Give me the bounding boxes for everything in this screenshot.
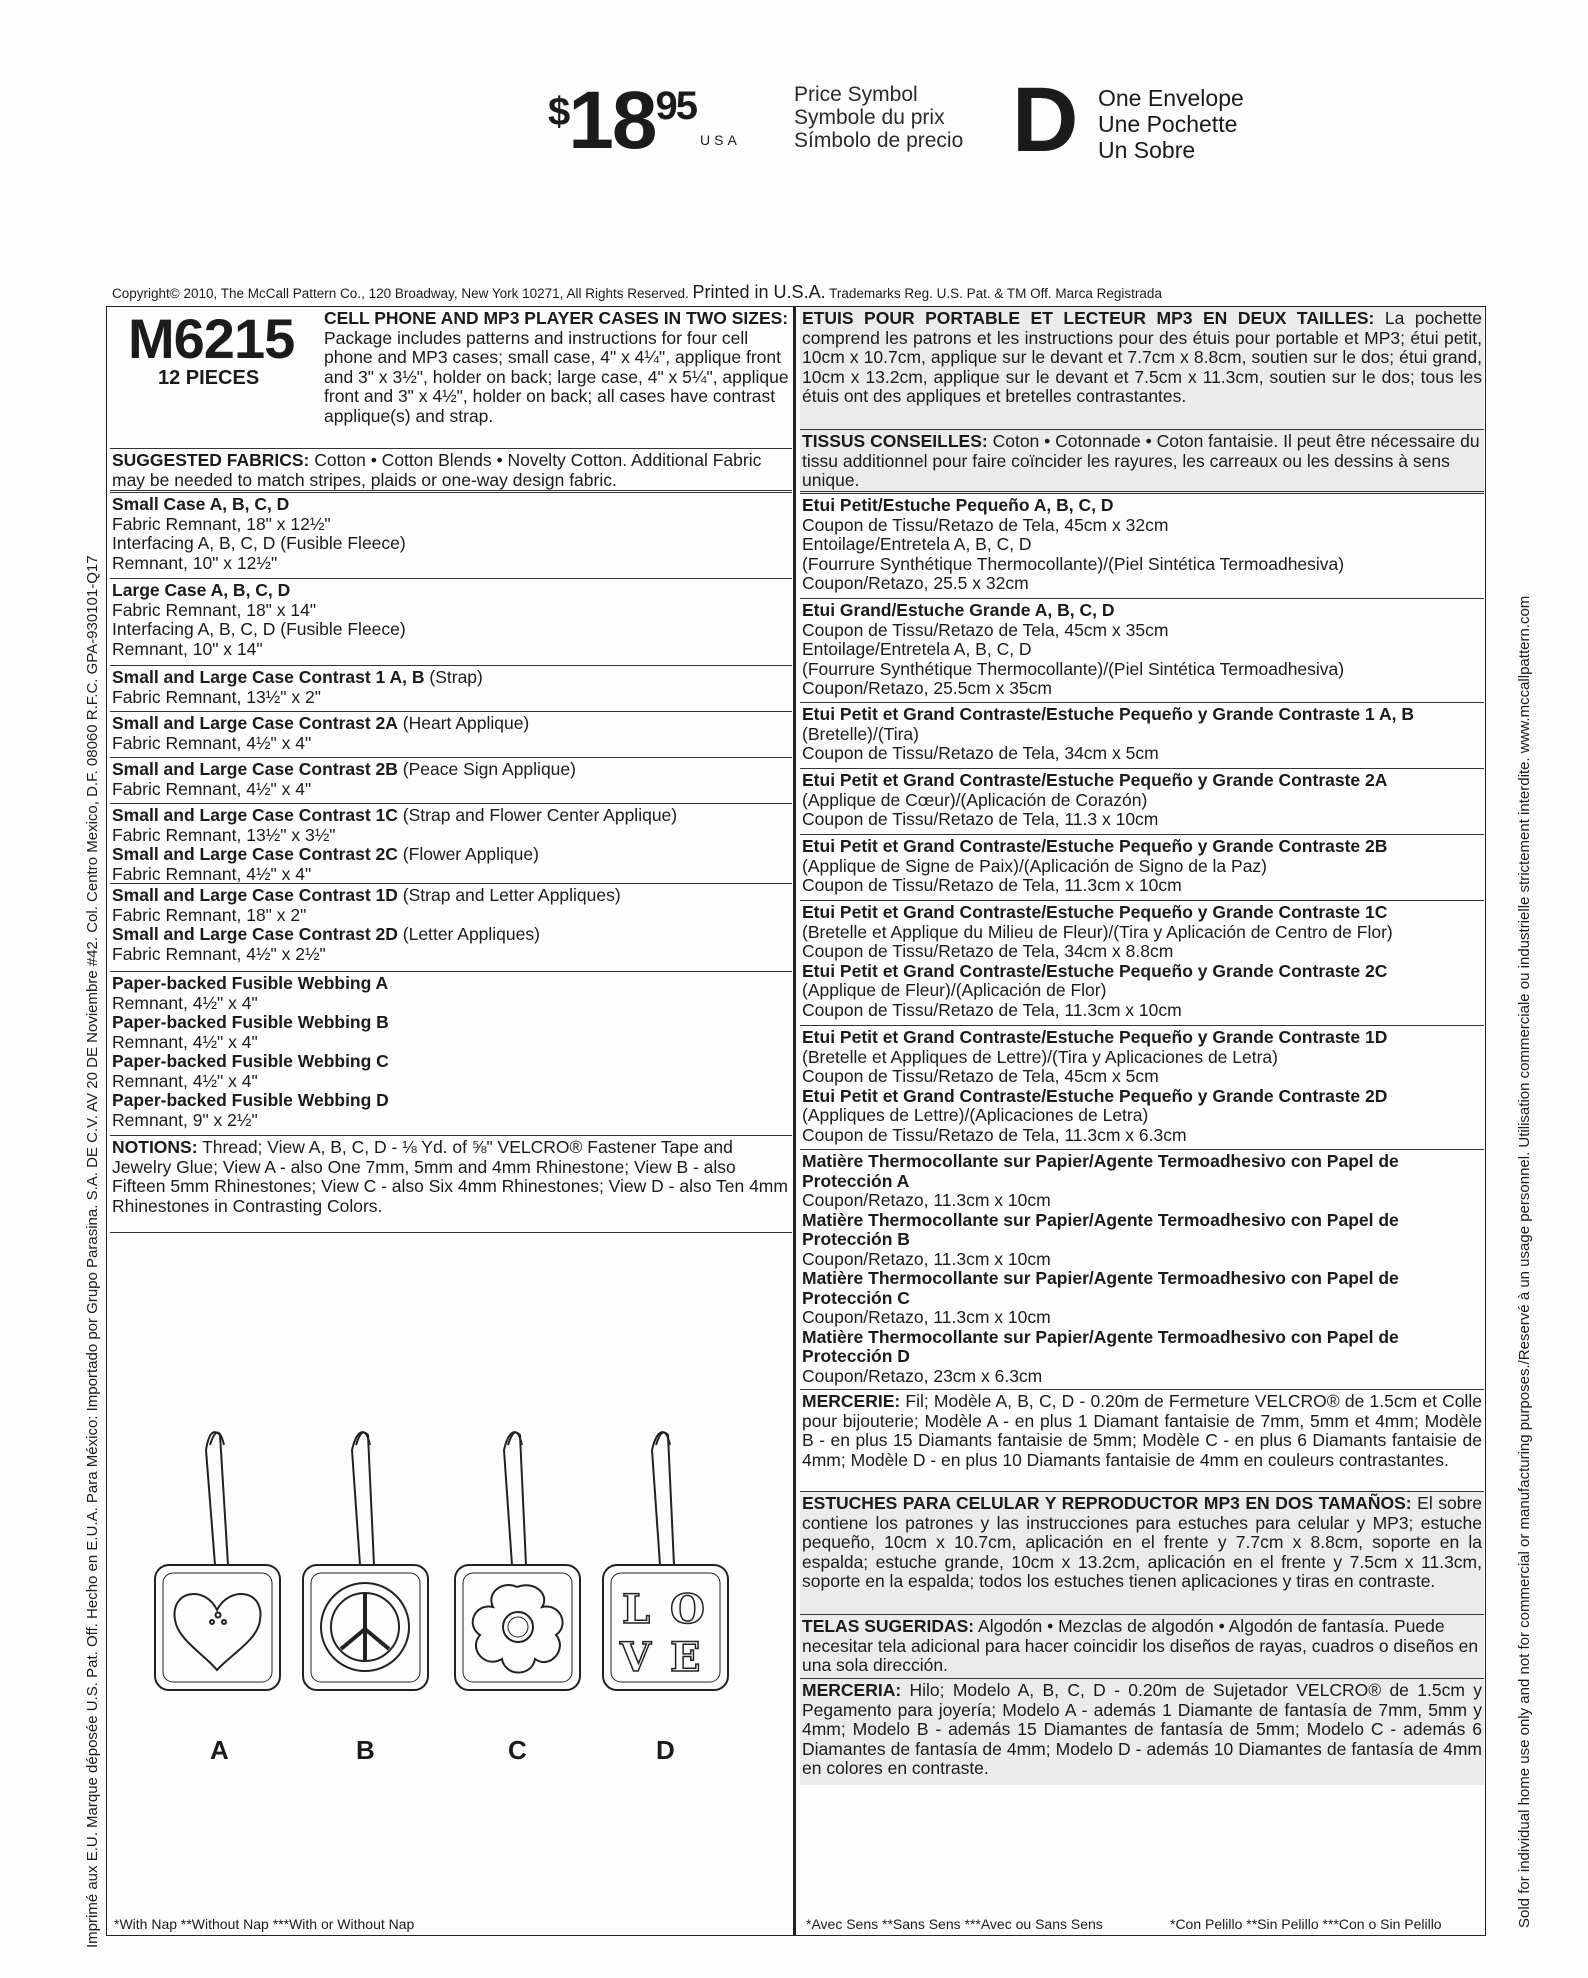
etui-1d-l1: (Bretelle et Appliques de Lettre)/(Tira y Aplicaciones de Letra) [802, 1046, 1278, 1067]
love-letter-v: V [620, 1634, 652, 1681]
pattern-description [324, 309, 790, 426]
envelope-fr: Une Pochette [1098, 111, 1238, 137]
etui-2c-l1: (Applique de Fleur)/(Aplicación de Flor) [802, 980, 1107, 1000]
webbing-block [110, 972, 792, 1136]
contrast-2d-title: Small and Large Case Contrast 2D [112, 924, 398, 944]
etui-grand-l4: Coupon/Retazo, 25.5cm x 35cm [802, 678, 1052, 698]
love-letter-l: L [622, 1586, 651, 1633]
copyright-text: Copyright© 2010, The McCall Pattern Co., 120 Broadway, New York 10271, All Rights Reserved. [112, 286, 689, 301]
webbing-a-title: Paper-backed Fusible Webbing A [112, 973, 389, 993]
mercerie-label: MERCERIE: [802, 1391, 901, 1411]
printed-in: Printed in U.S.A. [692, 282, 826, 302]
price-symbol-es: Símbolo de precio [794, 129, 964, 152]
pattern-desc-text: Package includes patterns and instructions for four cell phone and MP3 cases; small case, 4" x 4¼", applique front and 3" x 3½", holder on back; large case, 4" x 5¼", applique front and 3" x 4½", holder on back; all cases have contrast applique(s) and strap. [324, 327, 789, 426]
mercerie-text: Fil; Modèle A, B, C, D - 0.20m de Fermeture VELCRO® de 1.5cm et Colle pour bijouterie; Modèle A - en plus 1 Diamant fantaisie de 7mm, 5mm et 4mm; Modèle B - en plus 15 Diamants fantaisie de 5mm; Modèle C - en plus 6 Diamants fantaisie de 4mm; Modèle D - en plus 10 Diamants fantaisie de 4mm en couleurs contrastantes. [802, 1391, 1482, 1470]
etui-1d-l2: Coupon de Tissu/Retazo de Tela, 45cm x 5cm [802, 1066, 1159, 1086]
contrast-1c-2c-block [110, 804, 792, 884]
es-title: ESTUCHES PARA CELULAR Y REPRODUCTOR MP3 EN DOS TAMAÑOS: [802, 1493, 1412, 1513]
contrast-1c-title: Small and Large Case Contrast 1C [112, 805, 398, 825]
etui-1c-2c-block [800, 901, 1484, 1026]
contrast-2b-block [110, 758, 792, 804]
telas-label: TELAS SUGERIDAS: [802, 1616, 975, 1636]
etui-grand-l2: Entoilage/Entretela A, B, C, D [802, 639, 1032, 659]
view-label-a: A [210, 1735, 229, 1765]
etui-1ab-l2: Coupon de Tissu/Retazo de Tela, 34cm x 5cm [802, 743, 1159, 763]
matiere-b-l1: Coupon/Retazo, 11.3cm x 10cm [802, 1248, 1051, 1269]
etui-petit-l4: Coupon/Retazo, 25.5 x 32cm [802, 573, 1029, 593]
notions-block [110, 1136, 792, 1233]
contrast-2a-note: (Heart Applique) [402, 713, 530, 733]
etui-2d-l2: Coupon de Tissu/Retazo de Tela, 11.3cm x 6.3cm [802, 1124, 1187, 1145]
matiere-d-l1: Coupon/Retazo, 23cm x 6.3cm [802, 1365, 1043, 1386]
etui-petit-title: Etui Petit/Estuche Pequeño A, B, C, D [802, 495, 1114, 515]
webbing-d-remnant: Remnant, 9" x 2½" [112, 1109, 258, 1130]
contrast-2d-fabric: Fabric Remnant, 4½" x 2½" [112, 943, 326, 964]
contrast-1d-fabric: Fabric Remnant, 18" x 2" [112, 904, 307, 925]
webbing-a-remnant: Remnant, 4½" x 4" [112, 992, 258, 1013]
matiere-block [800, 1150, 1484, 1390]
price-symbol-fr: Symbole du prix [794, 106, 945, 129]
view-illustrations [110, 1245, 792, 1765]
fabrics-text: Cotton • Cotton Blends • Novelty Cotton. Additional Fabric may be needed to match stripes, plaids or one-way design fabric. [112, 450, 762, 490]
etui-petit-l2: Entoilage/Entretela A, B, C, D [802, 534, 1032, 554]
view-label-d: D [656, 1735, 675, 1765]
webbing-c-remnant: Remnant, 4½" x 4" [112, 1070, 258, 1091]
etui-grand-l1: Coupon de Tissu/Retazo de Tela, 45cm x 35cm [802, 619, 1169, 640]
etui-2b-title: Etui Petit et Grand Contraste/Estuche Pequeño y Grande Contraste 2B [802, 836, 1388, 856]
price-country: USA [700, 132, 741, 148]
etui-2a-title: Etui Petit et Grand Contraste/Estuche Pequeño y Grande Contraste 2A [802, 770, 1388, 790]
etui-2b-block [800, 835, 1484, 901]
matiere-a-l1: Coupon/Retazo, 11.3cm x 10cm [802, 1190, 1051, 1210]
price-symbol-en: Price Symbol [794, 83, 918, 106]
large-case-block [110, 579, 792, 666]
contrast-2a-block [110, 712, 792, 758]
large-case-remnant: Remnant, 10" x 14" [112, 638, 263, 659]
contrast-1ab-note: (Strap) [429, 667, 483, 687]
contrast-2b-title: Small and Large Case Contrast 2B [112, 759, 398, 779]
merceria-label: MERCERIA: [802, 1680, 902, 1700]
etui-1d-title: Etui Petit et Grand Contraste/Estuche Pequeño y Grande Contraste 1D [802, 1027, 1388, 1047]
etui-2c-title: Etui Petit et Grand Contraste/Estuche Pequeño y Grande Contraste 2C [802, 960, 1388, 981]
love-letters [619, 1586, 705, 1681]
pattern-pieces: 12 PIECES [158, 367, 260, 389]
view-label-c: C [508, 1735, 527, 1765]
footnote-en: *With Nap **Without Nap ***With or Without Nap [114, 1916, 415, 1932]
view-label-b: B [356, 1735, 375, 1765]
etui-2a-l1: (Applique de Cœur)/(Aplicación de Corazón) [802, 789, 1148, 810]
notions-text: Thread; View A, B, C, D - ⅛ Yd. of ⅝" VELCRO® Fastener Tape and Jewelry Glue; View A - also One 7mm, 5mm and 4mm Rhinestone; View B - also Fifteen 5mm Rhinestones; View C - also Six 4mm Rhinestones; View D - also Ten 4mm Rhinestones in Contrasting Colors. [112, 1137, 788, 1216]
contrast-1ab-fabric: Fabric Remnant, 13½" x 2" [112, 686, 321, 707]
etui-2d-title: Etui Petit et Grand Contraste/Estuche Pequeño y Grande Contraste 2D [802, 1085, 1388, 1106]
etui-1ab-block [800, 703, 1484, 769]
contrast-1c-note: (Strap and Flower Center Applique) [402, 805, 678, 825]
etui-2a-l2: Coupon de Tissu/Retazo de Tela, 11.3 x 10cm [802, 809, 1159, 829]
telas-text: Algodón • Mezclas de algodón • Algodón de fantasía. Puede necesitar tela adicional para hacer coincidir los diseños de rayas, cuadros o diseños en una sola dirección. [802, 1616, 1479, 1675]
large-case-interfacing: Interfacing A, B, C, D (Fusible Fleece) [112, 619, 406, 639]
price-cents: 95 [655, 84, 696, 128]
matiere-c-title: Matière Thermocollante sur Papier/Agente Termoadhesivo con Papel de Protección C [802, 1268, 1399, 1308]
etui-grand-l3: (Fourrure Synthétique Thermocollante)/(Piel Sintética Termoadhesiva) [802, 658, 1345, 679]
etui-grand-title: Etui Grand/Estuche Grande A, B, C, D [802, 600, 1115, 620]
contrast-1c-fabric: Fabric Remnant, 13½" x 3½" [112, 824, 336, 845]
left-column [110, 307, 792, 1233]
contrast-2a-title: Small and Large Case Contrast 2A [112, 713, 398, 733]
etui-1ab-l1: (Bretelle)/(Tira) [802, 723, 919, 744]
contrast-2c-note: (Flower Applique) [402, 844, 539, 864]
mercerie-block [800, 1390, 1484, 1492]
contrast-2b-note: (Peace Sign Applique) [402, 759, 576, 779]
etui-petit-l1: Coupon de Tissu/Retazo de Tela, 45cm x 32cm [802, 514, 1169, 535]
webbing-b-remnant: Remnant, 4½" x 4" [112, 1031, 258, 1052]
envelope-en: One Envelope [1098, 85, 1244, 111]
fr-desc-text: La pochette comprend les patrons et les instructions pour des étuis pour portable et MP3; étui petit, 10cm x 10.7cm, applique sur le devant et 7.7cm x 8.8cm, soutien sur le dos; étui grand, 10cm x 13.2cm, applique sur le devant et 7.5cm x 11.3cm, soutien sur le dos; tous les étuis ont des appliques et bretelles contrastantes. [802, 308, 1482, 406]
fr-fabrics-label: TISSUS CONSEILLES: [802, 431, 988, 451]
fr-description [800, 307, 1484, 430]
envelope-es: Un Sobre [1098, 137, 1196, 163]
contrast-1d-note: (Strap and Letter Appliques) [402, 885, 621, 905]
notions-label: NOTIONS: [112, 1137, 198, 1157]
large-case-fabric: Fabric Remnant, 18" x 14" [112, 599, 317, 620]
etui-1c-l2: Coupon de Tissu/Retazo de Tela, 34cm x 8.8cm [802, 941, 1174, 961]
fr-title: ETUIS POUR PORTABLE ET LECTEUR MP3 EN DEUX TAILLES: [802, 308, 1375, 328]
matiere-a-title: Matière Thermocollante sur Papier/Agente Termoadhesivo con Papel de Protección A [802, 1151, 1399, 1191]
contrast-2a-fabric: Fabric Remnant, 4½" x 4" [112, 732, 312, 753]
contrast-2b-fabric: Fabric Remnant, 4½" x 4" [112, 778, 312, 799]
footnote-es: *Con Pelillo **Sin Pelillo ***Con o Sin Pelillo [1170, 1916, 1442, 1932]
webbing-b-title: Paper-backed Fusible Webbing B [112, 1012, 389, 1032]
case-a-drawing [155, 1432, 280, 1690]
etui-2d-l1: (Appliques de Lettre)/(Aplicaciones de Letra) [802, 1105, 1149, 1125]
fr-fabrics-text: Coton • Cotonnade • Coton fantaisie. Il peut être nécessaire du tissu additionnel pour faire coïncider les rayures, les carreaux ou les dessins à sens unique. [802, 431, 1480, 490]
case-c-drawing [455, 1432, 580, 1690]
column-divider [793, 306, 796, 1936]
price [548, 75, 696, 166]
etui-1c-l1: (Bretelle et Applique du Milieu de Fleur)/(Tira y Aplicación de Centro de Flor) [802, 921, 1393, 942]
price-dollar: $ [548, 90, 569, 134]
contrast-1ab-block [110, 666, 792, 712]
etui-2b-l1: (Applique de Signe de Paix)/(Aplicación de Signo de la Paz) [802, 855, 1268, 876]
small-case-block [110, 493, 792, 579]
copyright-line [112, 282, 1162, 303]
suggested-fabrics [110, 449, 792, 493]
fabrics-label: SUGGESTED FABRICS: [112, 450, 310, 470]
etui-1ab-title: Etui Petit et Grand Contraste/Estuche Pequeño y Grande Contraste 1 A, B [802, 704, 1414, 724]
contrast-1d-2d-block [110, 884, 792, 972]
contrast-2c-title: Small and Large Case Contrast 2C [112, 844, 398, 864]
envelope-label [1098, 85, 1244, 163]
pattern-number: M6215 [128, 307, 295, 370]
case-drawings [110, 1245, 792, 1685]
etui-petit-l3: (Fourrure Synthétique Thermocollante)/(Piel Sintética Termoadhesiva) [802, 553, 1345, 574]
etui-1d-2d-block [800, 1026, 1484, 1150]
telas-block [800, 1615, 1484, 1679]
trademark-text: Trademarks Reg. U.S. Pat. & TM Off. Marca Registrada [829, 286, 1162, 301]
etui-2c-l2: Coupon de Tissu/Retazo de Tela, 11.3cm x 10cm [802, 999, 1182, 1020]
right-column [800, 307, 1484, 1785]
etui-2b-l2: Coupon de Tissu/Retazo de Tela, 11.3cm x 10cm [802, 875, 1182, 895]
price-symbol-letter: D [1012, 69, 1079, 171]
large-case-title: Large Case A, B, C, D [112, 580, 291, 600]
pattern-header [110, 307, 792, 449]
webbing-c-title: Paper-backed Fusible Webbing C [112, 1051, 389, 1071]
footnote-fr: *Avec Sens **Sans Sens ***Avec ou Sans Sens [806, 1916, 1103, 1932]
contrast-2c-fabric: Fabric Remnant, 4½" x 4" [112, 863, 312, 884]
small-case-fabric: Fabric Remnant, 18" x 12½" [112, 513, 331, 534]
side-text-left: Imprimé aux E.U. Marque déposée U.S. Pat. Off. Hecho en E.U.A. Para México: Importado por Grupo Parasina. S.A. DE C.V. AV 20 DE Noviembre #42. Col. Centro Mexico, D.F. 08060 R.F.C. GPA-930101-Q17 [84, 555, 101, 1948]
etui-grand-block [800, 599, 1484, 703]
matiere-c-l1: Coupon/Retazo, 11.3cm x 10cm [802, 1307, 1051, 1327]
fr-fabrics [800, 430, 1484, 494]
small-case-title: Small Case A, B, C, D [112, 494, 290, 514]
es-desc-text: El sobre contiene los patrones y las instrucciones para estuches para celular y MP3; estuche pequeño, 10cm x 10.7cm, aplicación en el frente y 7.7cm x 8.8cm, soporte en la espalda; estuche grande, 10cm x 13.2cm, aplicación en el frente y 7.5cm x 11.3cm, soporte en la espalda; todos los estuches tienen aplicaciones y tiras en contraste. [802, 1493, 1483, 1591]
etui-petit-block [800, 494, 1484, 599]
merceria-text: Hilo; Modelo A, B, C, D - 0.20m de Sujetador VELCRO® de 1.5cm y Pegamento para joyería; Modelo A - además 1 Diamante de fantasía de 7mm, 5mm y 4mm; Modelo B - además 15 Diamantes de fantasía de 5mm; Modelo C - además 6 Diamantes de fantasía de 4mm; Modelo D - además 10 Diamantes de fantasía de 4mm en colores en contraste. [802, 1680, 1482, 1778]
webbing-d-title: Paper-backed Fusible Webbing D [112, 1090, 389, 1110]
love-letter-o: O [670, 1586, 705, 1633]
side-text-right: Sold for individual home use only and not for commercial or manufacturing purposes./Reservé à un usage personnel. Utilisation commerciale ou industrielle strictement interdite. www.mccallpattern.com [1516, 595, 1533, 1928]
matiere-b-title: Matière Thermocollante sur Papier/Agente Termoadhesivo con Papel de Protección B [802, 1209, 1399, 1249]
contrast-1ab-title: Small and Large Case Contrast 1 A, B [112, 667, 425, 687]
matiere-d-title: Matière Thermocollante sur Papier/Agente Termoadhesivo con Papel de Protección D [802, 1326, 1399, 1366]
small-case-interfacing: Interfacing A, B, C, D (Fusible Fleece) [112, 533, 406, 553]
price-symbol-label [794, 83, 964, 152]
pattern-title: CELL PHONE AND MP3 PLAYER CASES IN TWO SIZES: [324, 308, 789, 328]
merceria-block [800, 1679, 1484, 1785]
love-letter-e: E [670, 1634, 701, 1681]
contrast-1d-title: Small and Large Case Contrast 1D [112, 885, 398, 905]
price-main: 18 [568, 75, 656, 166]
contrast-2d-note: (Letter Appliques) [402, 924, 540, 944]
etui-2a-block [800, 769, 1484, 835]
etui-1c-title: Etui Petit et Grand Contraste/Estuche Pequeño y Grande Contraste 1C [802, 902, 1388, 922]
small-case-remnant: Remnant, 10" x 12½" [112, 552, 278, 573]
case-b-drawing [303, 1432, 428, 1690]
es-description [800, 1492, 1484, 1615]
